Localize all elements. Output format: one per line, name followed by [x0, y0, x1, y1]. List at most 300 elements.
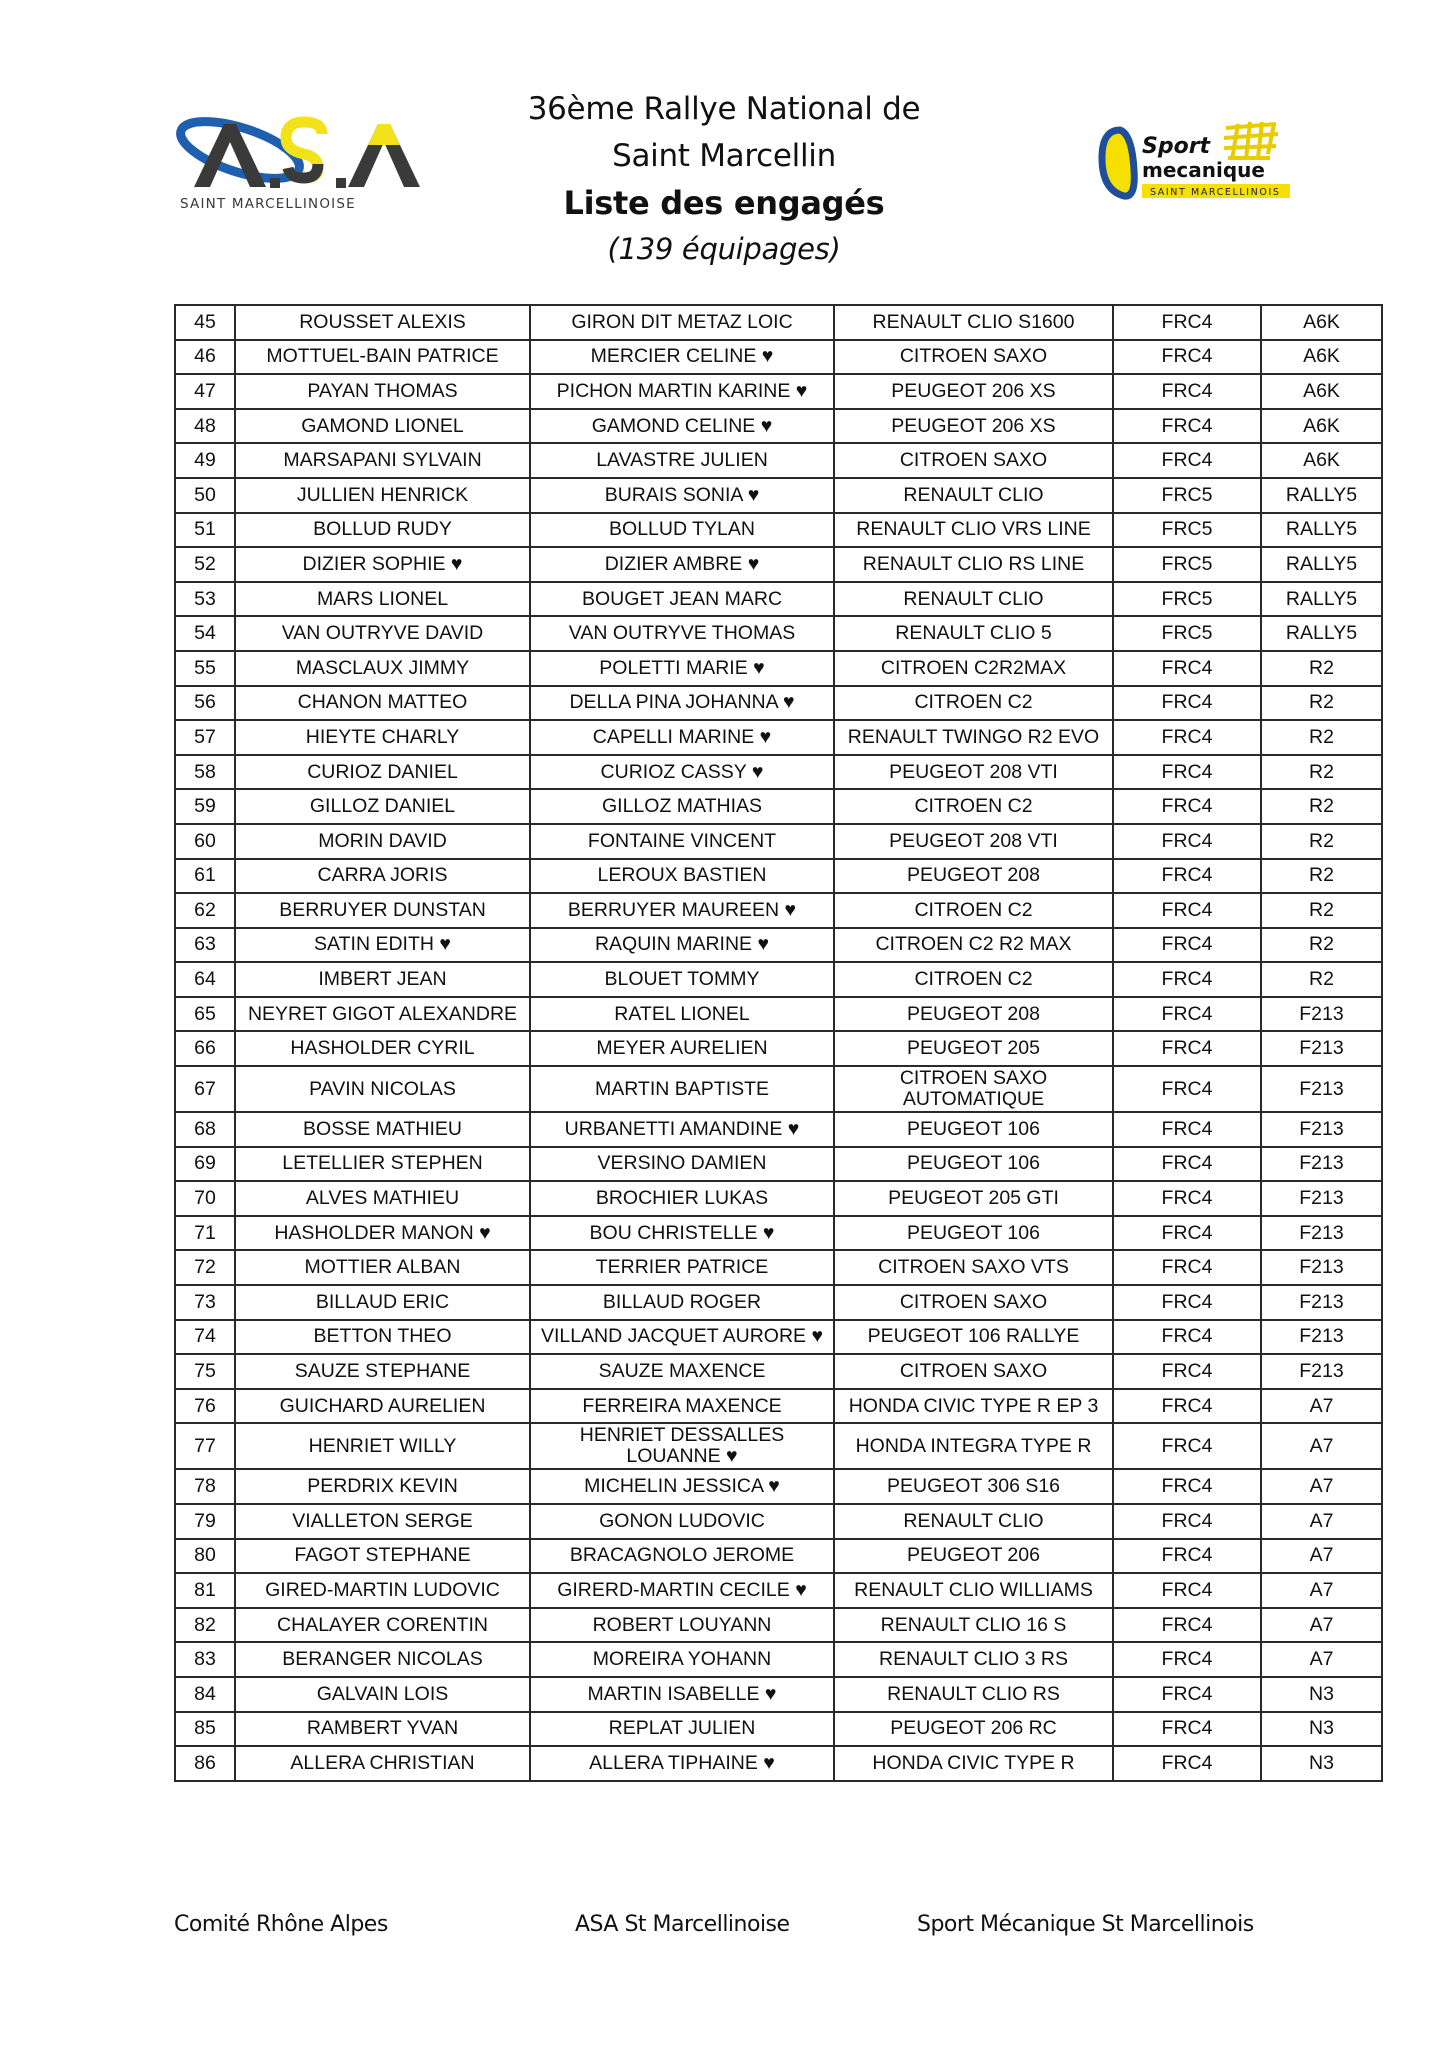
entry-group: FRC4: [1113, 1147, 1261, 1182]
entry-copilot: TERRIER PATRICE: [530, 1250, 834, 1285]
entry-group: FRC5: [1113, 478, 1261, 513]
entry-copilot: GILLOZ MATHIAS: [530, 789, 834, 824]
entry-number: 67: [175, 1066, 235, 1112]
entry-copilot: GIRERD-MARTIN CECILE ♥: [530, 1573, 834, 1608]
entry-number: 80: [175, 1539, 235, 1574]
entry-group: FRC4: [1113, 340, 1261, 375]
entry-car: RENAULT CLIO 3 RS: [834, 1642, 1113, 1677]
table-row: [175, 686, 1382, 721]
entry-group: FRC4: [1113, 789, 1261, 824]
entry-number: 65: [175, 997, 235, 1032]
entry-pilot: GUICHARD AURELIEN: [235, 1389, 530, 1424]
entry-car: CITROEN SAXO: [834, 443, 1113, 478]
entry-class: RALLY5: [1261, 616, 1382, 651]
entry-pilot: JULLIEN HENRICK: [235, 478, 530, 513]
entry-number: 74: [175, 1320, 235, 1355]
entry-car: CITROEN C2R2MAX: [834, 651, 1113, 686]
entry-car: PEUGEOT 106: [834, 1216, 1113, 1251]
entry-pilot: VAN OUTRYVE DAVID: [235, 616, 530, 651]
entry-number: 46: [175, 340, 235, 375]
sport-logo-line1: Sport: [1142, 134, 1211, 159]
entry-class: RALLY5: [1261, 582, 1382, 617]
entry-class: R2: [1261, 928, 1382, 963]
entry-car: CITROEN SAXO: [834, 1354, 1113, 1389]
table-row: [175, 1504, 1382, 1539]
table-row: [175, 893, 1382, 928]
table-row: [175, 513, 1382, 548]
entry-class: F213: [1261, 997, 1382, 1032]
entry-car: CITROEN C2: [834, 893, 1113, 928]
entry-copilot: REPLAT JULIEN: [530, 1712, 834, 1747]
entry-copilot: DIZIER AMBRE ♥: [530, 547, 834, 582]
entry-class: A7: [1261, 1642, 1382, 1677]
entry-class: RALLY5: [1261, 547, 1382, 582]
entry-pilot: MORIN DAVID: [235, 824, 530, 859]
entry-class: A6K: [1261, 443, 1382, 478]
entry-pilot: BETTON THEO: [235, 1320, 530, 1355]
entry-copilot: RATEL LIONEL: [530, 997, 834, 1032]
entry-class: A7: [1261, 1504, 1382, 1539]
entry-group: FRC4: [1113, 1320, 1261, 1355]
entry-car: CITROEN C2: [834, 789, 1113, 824]
entry-copilot: GIRON DIT METAZ LOIC: [530, 305, 834, 340]
entry-car: HONDA CIVIC TYPE R: [834, 1746, 1113, 1781]
entry-number: 59: [175, 789, 235, 824]
entry-copilot: ROBERT LOUYANN: [530, 1608, 834, 1643]
entry-group: FRC5: [1113, 547, 1261, 582]
entry-class: RALLY5: [1261, 478, 1382, 513]
entry-copilot: BRACAGNOLO JEROME: [530, 1539, 834, 1574]
entry-pilot: MOTTUEL-BAIN PATRICE: [235, 340, 530, 375]
table-row: [175, 547, 1382, 582]
table-row: [175, 1677, 1382, 1712]
entry-group: FRC4: [1113, 1250, 1261, 1285]
entry-number: 66: [175, 1031, 235, 1066]
entry-number: 52: [175, 547, 235, 582]
table-row: [175, 1469, 1382, 1504]
entry-class: F213: [1261, 1066, 1382, 1112]
entry-car: PEUGEOT 208 VTI: [834, 824, 1113, 859]
entry-number: 50: [175, 478, 235, 513]
entry-group: FRC4: [1113, 1181, 1261, 1216]
entry-class: R2: [1261, 893, 1382, 928]
entry-class: R2: [1261, 859, 1382, 894]
entry-pilot: ALLERA CHRISTIAN: [235, 1746, 530, 1781]
table-row: [175, 1746, 1382, 1781]
table-row: [175, 616, 1382, 651]
entry-car: RENAULT CLIO S1600: [834, 305, 1113, 340]
entry-pilot: GALVAIN LOIS: [235, 1677, 530, 1712]
table-row: [175, 962, 1382, 997]
entry-copilot: RAQUIN MARINE ♥: [530, 928, 834, 963]
entry-copilot: ALLERA TIPHAINE ♥: [530, 1746, 834, 1781]
entry-class: A6K: [1261, 340, 1382, 375]
entry-group: FRC4: [1113, 1712, 1261, 1747]
document-title: [0, 86, 1448, 271]
entry-car: PEUGEOT 106: [834, 1112, 1113, 1147]
entry-car: PEUGEOT 206 XS: [834, 374, 1113, 409]
entry-copilot: DELLA PINA JOHANNA ♥: [530, 686, 834, 721]
entry-pilot: PERDRIX KEVIN: [235, 1469, 530, 1504]
title-heading: Liste des engagés: [563, 184, 885, 222]
asa-logo-subtitle: SAINT MARCELLINOISE: [180, 196, 356, 212]
entry-car: PEUGEOT 106: [834, 1147, 1113, 1182]
entry-group: FRC4: [1113, 1423, 1261, 1469]
entry-copilot: FONTAINE VINCENT: [530, 824, 834, 859]
entry-class: F213: [1261, 1285, 1382, 1320]
entry-group: FRC4: [1113, 1677, 1261, 1712]
entry-number: 53: [175, 582, 235, 617]
table-row: [175, 340, 1382, 375]
entry-copilot: BILLAUD ROGER: [530, 1285, 834, 1320]
table-row: [175, 1112, 1382, 1147]
entry-group: FRC4: [1113, 1539, 1261, 1574]
entry-pilot: BOSSE MATHIEU: [235, 1112, 530, 1147]
entry-pilot: IMBERT JEAN: [235, 962, 530, 997]
entry-number: 71: [175, 1216, 235, 1251]
entry-pilot: MARSAPANI SYLVAIN: [235, 443, 530, 478]
entry-number: 68: [175, 1112, 235, 1147]
entry-pilot: SATIN EDITH ♥: [235, 928, 530, 963]
table-row: [175, 755, 1382, 790]
entry-group: FRC4: [1113, 720, 1261, 755]
entry-class: R2: [1261, 720, 1382, 755]
entry-car: CITROEN C2 R2 MAX: [834, 928, 1113, 963]
entry-copilot: HENRIET DESSALLES LOUANNE ♥: [530, 1423, 834, 1469]
entry-car: HONDA INTEGRA TYPE R: [834, 1423, 1113, 1469]
entry-class: F213: [1261, 1147, 1382, 1182]
entry-copilot: GAMOND CELINE ♥: [530, 409, 834, 444]
table-row: [175, 409, 1382, 444]
table-row: [175, 305, 1382, 340]
entry-pilot: GILLOZ DANIEL: [235, 789, 530, 824]
entry-class: A6K: [1261, 374, 1382, 409]
entry-group: FRC5: [1113, 513, 1261, 548]
entry-group: FRC4: [1113, 962, 1261, 997]
entry-car: PEUGEOT 205 GTI: [834, 1181, 1113, 1216]
entry-number: 63: [175, 928, 235, 963]
table-row: [175, 1712, 1382, 1747]
entry-pilot: BOLLUD RUDY: [235, 513, 530, 548]
entry-class: N3: [1261, 1746, 1382, 1781]
table-row: [175, 443, 1382, 478]
entries-table: [174, 304, 1383, 1782]
entry-number: 56: [175, 686, 235, 721]
footer-right: Sport Mécanique St Marcellinois: [917, 1912, 1254, 1937]
entry-copilot: FERREIRA MAXENCE: [530, 1389, 834, 1424]
entry-number: 57: [175, 720, 235, 755]
table-row: [175, 789, 1382, 824]
entry-pilot: RAMBERT YVAN: [235, 1712, 530, 1747]
page-footer: [0, 1912, 1448, 1942]
table-row: [175, 478, 1382, 513]
entry-pilot: HIEYTE CHARLY: [235, 720, 530, 755]
entry-pilot: GAMOND LIONEL: [235, 409, 530, 444]
entry-class: R2: [1261, 824, 1382, 859]
entry-number: 45: [175, 305, 235, 340]
entry-class: N3: [1261, 1712, 1382, 1747]
entry-car: CITROEN SAXO AUTOMATIQUE: [834, 1066, 1113, 1112]
entry-class: F213: [1261, 1112, 1382, 1147]
table-row: [175, 928, 1382, 963]
entry-copilot: MARTIN BAPTISTE: [530, 1066, 834, 1112]
entry-car: RENAULT CLIO: [834, 582, 1113, 617]
entry-number: 60: [175, 824, 235, 859]
table-row: [175, 824, 1382, 859]
entry-group: FRC4: [1113, 1354, 1261, 1389]
entry-class: R2: [1261, 789, 1382, 824]
footer-left: Comité Rhône Alpes: [174, 1912, 388, 1937]
entry-pilot: ROUSSET ALEXIS: [235, 305, 530, 340]
entry-copilot: BERRUYER MAUREEN ♥: [530, 893, 834, 928]
entry-group: FRC4: [1113, 928, 1261, 963]
entry-pilot: MASCLAUX JIMMY: [235, 651, 530, 686]
entry-pilot: VIALLETON SERGE: [235, 1504, 530, 1539]
entry-class: A7: [1261, 1389, 1382, 1424]
title-line-2: Saint Marcellin: [612, 138, 836, 174]
entry-number: 47: [175, 374, 235, 409]
entry-pilot: CARRA JORIS: [235, 859, 530, 894]
table-row: [175, 1320, 1382, 1355]
entry-number: 85: [175, 1712, 235, 1747]
entry-number: 69: [175, 1147, 235, 1182]
entry-class: A7: [1261, 1539, 1382, 1574]
entry-group: FRC4: [1113, 1031, 1261, 1066]
entry-group: FRC5: [1113, 582, 1261, 617]
entry-copilot: MERCIER CELINE ♥: [530, 340, 834, 375]
entry-car: CITROEN SAXO VTS: [834, 1250, 1113, 1285]
entry-pilot: MOTTIER ALBAN: [235, 1250, 530, 1285]
entry-class: A6K: [1261, 305, 1382, 340]
entry-number: 73: [175, 1285, 235, 1320]
entry-group: FRC4: [1113, 1389, 1261, 1424]
entry-number: 79: [175, 1504, 235, 1539]
entry-car: HONDA CIVIC TYPE R EP 3: [834, 1389, 1113, 1424]
entry-number: 72: [175, 1250, 235, 1285]
entry-group: FRC4: [1113, 755, 1261, 790]
entry-number: 55: [175, 651, 235, 686]
entry-number: 84: [175, 1677, 235, 1712]
entry-group: FRC4: [1113, 893, 1261, 928]
table-row: [175, 582, 1382, 617]
entry-pilot: GIRED-MARTIN LUDOVIC: [235, 1573, 530, 1608]
table-row: [175, 1216, 1382, 1251]
entry-car: PEUGEOT 206 XS: [834, 409, 1113, 444]
entry-number: 76: [175, 1389, 235, 1424]
entry-number: 86: [175, 1746, 235, 1781]
entry-number: 70: [175, 1181, 235, 1216]
entry-car: PEUGEOT 206: [834, 1539, 1113, 1574]
entry-car: PEUGEOT 205: [834, 1031, 1113, 1066]
table-row: [175, 1354, 1382, 1389]
entry-copilot: CAPELLI MARINE ♥: [530, 720, 834, 755]
entry-number: 77: [175, 1423, 235, 1469]
entry-group: FRC4: [1113, 859, 1261, 894]
entry-copilot: MICHELIN JESSICA ♥: [530, 1469, 834, 1504]
entry-pilot: CHANON MATTEO: [235, 686, 530, 721]
entry-class: F213: [1261, 1320, 1382, 1355]
title-subtitle: (139 équipages): [607, 232, 841, 266]
entry-number: 58: [175, 755, 235, 790]
entry-pilot: CHALAYER CORENTIN: [235, 1608, 530, 1643]
entry-number: 83: [175, 1642, 235, 1677]
entry-class: A6K: [1261, 409, 1382, 444]
table-row: [175, 1573, 1382, 1608]
entry-class: A7: [1261, 1469, 1382, 1504]
entry-class: N3: [1261, 1677, 1382, 1712]
entry-copilot: PICHON MARTIN KARINE ♥: [530, 374, 834, 409]
title-line-1: 36ème Rallye National de: [527, 91, 921, 127]
entry-group: FRC4: [1113, 409, 1261, 444]
entry-car: RENAULT CLIO RS LINE: [834, 547, 1113, 582]
entry-class: F213: [1261, 1181, 1382, 1216]
entry-pilot: NEYRET GIGOT ALEXANDRE: [235, 997, 530, 1032]
entry-car: RENAULT TWINGO R2 EVO: [834, 720, 1113, 755]
entry-group: FRC4: [1113, 1285, 1261, 1320]
table-row: [175, 720, 1382, 755]
entry-copilot: BOUGET JEAN MARC: [530, 582, 834, 617]
entry-copilot: BOU CHRISTELLE ♥: [530, 1216, 834, 1251]
entry-copilot: VERSINO DAMIEN: [530, 1147, 834, 1182]
entry-group: FRC4: [1113, 305, 1261, 340]
table-row: [175, 1066, 1382, 1112]
entry-copilot: LAVASTRE JULIEN: [530, 443, 834, 478]
entry-group: FRC4: [1113, 651, 1261, 686]
entry-group: FRC4: [1113, 1469, 1261, 1504]
entry-car: PEUGEOT 206 RC: [834, 1712, 1113, 1747]
entry-pilot: PAVIN NICOLAS: [235, 1066, 530, 1112]
entry-car: CITROEN SAXO: [834, 1285, 1113, 1320]
entry-car: RENAULT CLIO RS: [834, 1677, 1113, 1712]
table-row: [175, 1250, 1382, 1285]
table-row: [175, 997, 1382, 1032]
entry-group: FRC4: [1113, 1608, 1261, 1643]
entry-group: FRC4: [1113, 1112, 1261, 1147]
table-row: [175, 374, 1382, 409]
table-row: [175, 1423, 1382, 1469]
entry-number: 64: [175, 962, 235, 997]
entry-class: F213: [1261, 1031, 1382, 1066]
entry-pilot: MARS LIONEL: [235, 582, 530, 617]
entry-group: FRC4: [1113, 824, 1261, 859]
entry-pilot: BERANGER NICOLAS: [235, 1642, 530, 1677]
footer-center: ASA St Marcellinoise: [575, 1912, 790, 1937]
entry-car: CITROEN C2: [834, 686, 1113, 721]
entry-copilot: MEYER AURELIEN: [530, 1031, 834, 1066]
entry-car: RENAULT CLIO: [834, 478, 1113, 513]
entry-car: RENAULT CLIO WILLIAMS: [834, 1573, 1113, 1608]
entry-pilot: PAYAN THOMAS: [235, 374, 530, 409]
entry-copilot: BROCHIER LUKAS: [530, 1181, 834, 1216]
table-row: [175, 1031, 1382, 1066]
entry-number: 75: [175, 1354, 235, 1389]
table-row: [175, 1147, 1382, 1182]
sport-logo-line3: SAINT MARCELLINOIS: [1150, 187, 1281, 198]
entry-group: FRC4: [1113, 1504, 1261, 1539]
entry-number: 49: [175, 443, 235, 478]
entry-number: 62: [175, 893, 235, 928]
entry-pilot: LETELLIER STEPHEN: [235, 1147, 530, 1182]
entry-pilot: BERRUYER DUNSTAN: [235, 893, 530, 928]
entry-copilot: URBANETTI AMANDINE ♥: [530, 1112, 834, 1147]
entry-class: RALLY5: [1261, 513, 1382, 548]
entry-group: FRC4: [1113, 1573, 1261, 1608]
entry-copilot: SAUZE MAXENCE: [530, 1354, 834, 1389]
entry-pilot: ALVES MATHIEU: [235, 1181, 530, 1216]
entry-car: PEUGEOT 208: [834, 859, 1113, 894]
table-row: [175, 1389, 1382, 1424]
table-row: [175, 1642, 1382, 1677]
entry-pilot: DIZIER SOPHIE ♥: [235, 547, 530, 582]
entry-pilot: HASHOLDER MANON ♥: [235, 1216, 530, 1251]
entry-copilot: MOREIRA YOHANN: [530, 1642, 834, 1677]
entry-number: 78: [175, 1469, 235, 1504]
entry-class: R2: [1261, 686, 1382, 721]
entry-pilot: SAUZE STEPHANE: [235, 1354, 530, 1389]
entry-car: PEUGEOT 208: [834, 997, 1113, 1032]
entry-copilot: POLETTI MARIE ♥: [530, 651, 834, 686]
entry-pilot: BILLAUD ERIC: [235, 1285, 530, 1320]
entry-group: FRC4: [1113, 1216, 1261, 1251]
entry-class: A7: [1261, 1423, 1382, 1469]
entry-car: RENAULT CLIO 5: [834, 616, 1113, 651]
entry-car: PEUGEOT 208 VTI: [834, 755, 1113, 790]
entry-number: 51: [175, 513, 235, 548]
entry-number: 54: [175, 616, 235, 651]
entry-car: RENAULT CLIO: [834, 1504, 1113, 1539]
entry-copilot: MARTIN ISABELLE ♥: [530, 1677, 834, 1712]
entry-pilot: HENRIET WILLY: [235, 1423, 530, 1469]
entry-pilot: FAGOT STEPHANE: [235, 1539, 530, 1574]
entry-group: FRC4: [1113, 1066, 1261, 1112]
entry-group: FRC4: [1113, 443, 1261, 478]
entry-copilot: BLOUET TOMMY: [530, 962, 834, 997]
entry-copilot: GONON LUDOVIC: [530, 1504, 834, 1539]
entry-group: FRC4: [1113, 997, 1261, 1032]
entries-table-body: [175, 305, 1382, 1781]
entry-class: R2: [1261, 755, 1382, 790]
table-row: [175, 859, 1382, 894]
sport-logo-line2: mecanique: [1142, 158, 1265, 182]
entry-group: FRC4: [1113, 686, 1261, 721]
entry-number: 48: [175, 409, 235, 444]
table-row: [175, 1608, 1382, 1643]
entry-class: A7: [1261, 1573, 1382, 1608]
table-row: [175, 1539, 1382, 1574]
entry-number: 61: [175, 859, 235, 894]
entry-class: F213: [1261, 1250, 1382, 1285]
entry-number: 81: [175, 1573, 235, 1608]
entry-number: 82: [175, 1608, 235, 1643]
entry-copilot: VILLAND JACQUET AURORE ♥: [530, 1320, 834, 1355]
entry-copilot: BOLLUD TYLAN: [530, 513, 834, 548]
entry-car: CITROEN C2: [834, 962, 1113, 997]
entry-class: F213: [1261, 1216, 1382, 1251]
entry-copilot: CURIOZ CASSY ♥: [530, 755, 834, 790]
entry-pilot: CURIOZ DANIEL: [235, 755, 530, 790]
entry-car: PEUGEOT 306 S16: [834, 1469, 1113, 1504]
table-row: [175, 651, 1382, 686]
entry-copilot: VAN OUTRYVE THOMAS: [530, 616, 834, 651]
entry-car: RENAULT CLIO VRS LINE: [834, 513, 1113, 548]
entry-class: R2: [1261, 962, 1382, 997]
entry-car: PEUGEOT 106 RALLYE: [834, 1320, 1113, 1355]
table-row: [175, 1181, 1382, 1216]
entry-car: RENAULT CLIO 16 S: [834, 1608, 1113, 1643]
entry-pilot: HASHOLDER CYRIL: [235, 1031, 530, 1066]
entry-class: A7: [1261, 1608, 1382, 1643]
entry-group: FRC4: [1113, 374, 1261, 409]
